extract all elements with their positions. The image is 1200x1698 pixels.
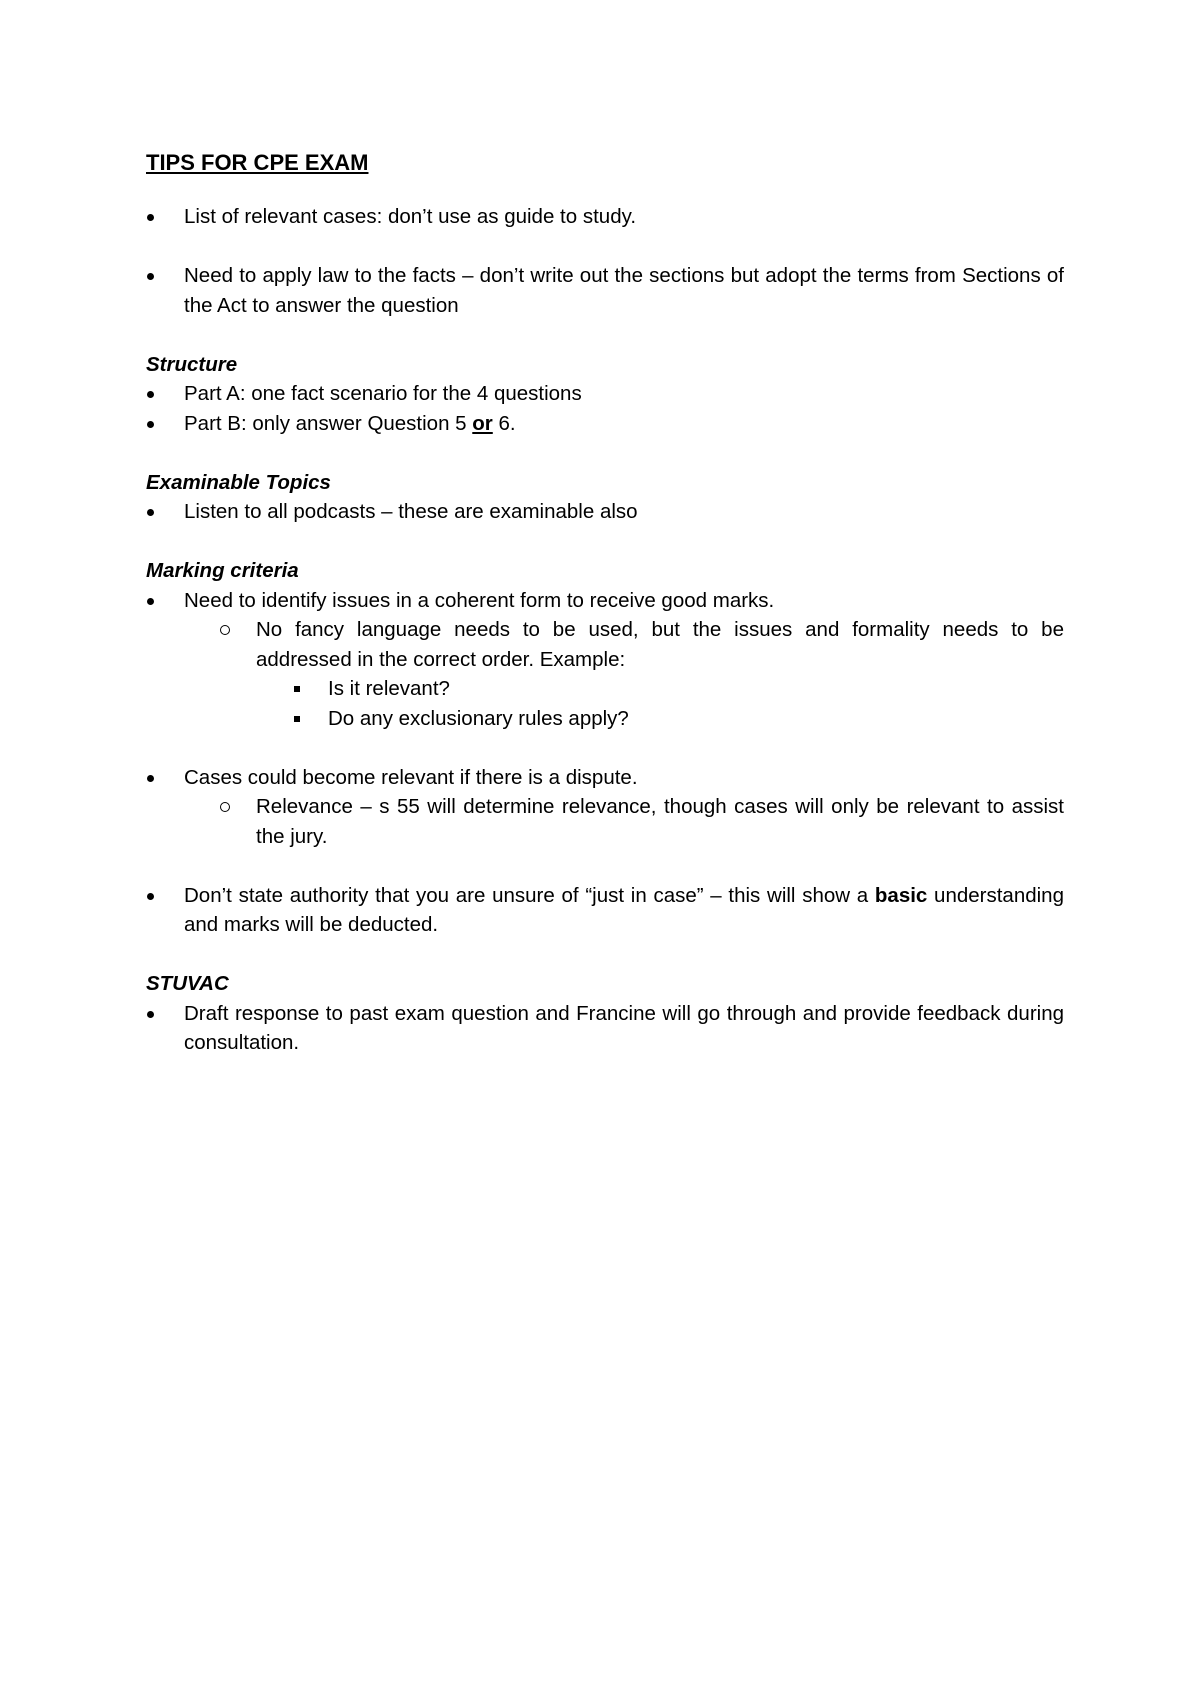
section-heading-stuvac: STUVAC — [146, 972, 229, 996]
intro-list — [146, 202, 1064, 320]
section-heading-structure: Structure — [146, 352, 238, 376]
list-item — [146, 497, 1064, 527]
list-item-text-after: 6. — [492, 411, 516, 435]
list-item-text-before: Part B: only answer Question 5 — [184, 411, 473, 435]
list-item-text: Need to identify issues in a coherent form to receive good marks. — [184, 588, 775, 612]
list-item-text: List of relevant cases: don’t use as guide to study. — [184, 205, 637, 229]
list-item-text: Draft response to past exam question and Francine will go through and provide feedback during consultation. — [184, 1001, 1064, 1055]
spacer — [146, 232, 1064, 262]
document-title: TIPS FOR CPE EXAM — [146, 150, 369, 175]
section-heading-examinable-topics: Examinable Topics — [146, 470, 331, 494]
sub-list-item-text: Relevance – s 55 will determine relevance, though cases will only be relevant to assist the jury. — [256, 795, 1064, 848]
list-item — [146, 586, 1064, 616]
sub-sub-list-item-text: Do any exclusionary rules apply? — [328, 706, 629, 730]
list-item-text-after: understanding and marks will be deducted. — [184, 883, 1064, 937]
list-item — [146, 202, 1064, 232]
spacer — [146, 527, 1064, 557]
spacer — [146, 851, 1064, 881]
sub-sub-list-item — [146, 674, 1064, 704]
spacer — [146, 733, 1064, 763]
list-item-text: Cases could become relevant if there is a dispute. — [184, 765, 638, 789]
emphasis-or: or — [472, 411, 493, 435]
list-item — [146, 409, 1064, 439]
list-item — [146, 999, 1064, 1058]
spacer — [146, 320, 1064, 350]
list-item-text: Part A: one fact scenario for the 4 questions — [184, 382, 582, 406]
structure-list — [146, 379, 1064, 438]
section-heading-marking-criteria: Marking criteria — [146, 559, 299, 583]
sub-sub-list-item-text: Is it relevant? — [328, 677, 450, 701]
list-item-text: Listen to all podcasts – these are examinable also — [184, 500, 638, 524]
emphasis-basic: basic — [874, 883, 928, 907]
list-item — [146, 379, 1064, 409]
sub-list-item — [146, 792, 1064, 851]
spacer — [146, 438, 1064, 468]
document-body — [146, 150, 1064, 1058]
list-item-text: Need to apply law to the facts – don’t write out the sections but adopt the terms from Sections of the Act to answer the question — [184, 264, 1064, 317]
stuvac-list — [146, 999, 1064, 1058]
examinable-list — [146, 497, 1064, 527]
sub-list-item-text: No fancy language needs to be used, but the issues and formality needs to be addressed in the correct order. Example: — [256, 618, 1064, 671]
sub-sub-list-item — [146, 704, 1064, 734]
list-item — [146, 763, 1064, 793]
list-item — [146, 261, 1064, 320]
list-item — [146, 881, 1064, 940]
spacer — [146, 940, 1064, 970]
list-item-text-before: Don’t state authority that you are unsure of “just in case” – this will show a — [184, 883, 875, 907]
sub-list-item — [146, 615, 1064, 674]
marking-list — [146, 586, 1064, 940]
